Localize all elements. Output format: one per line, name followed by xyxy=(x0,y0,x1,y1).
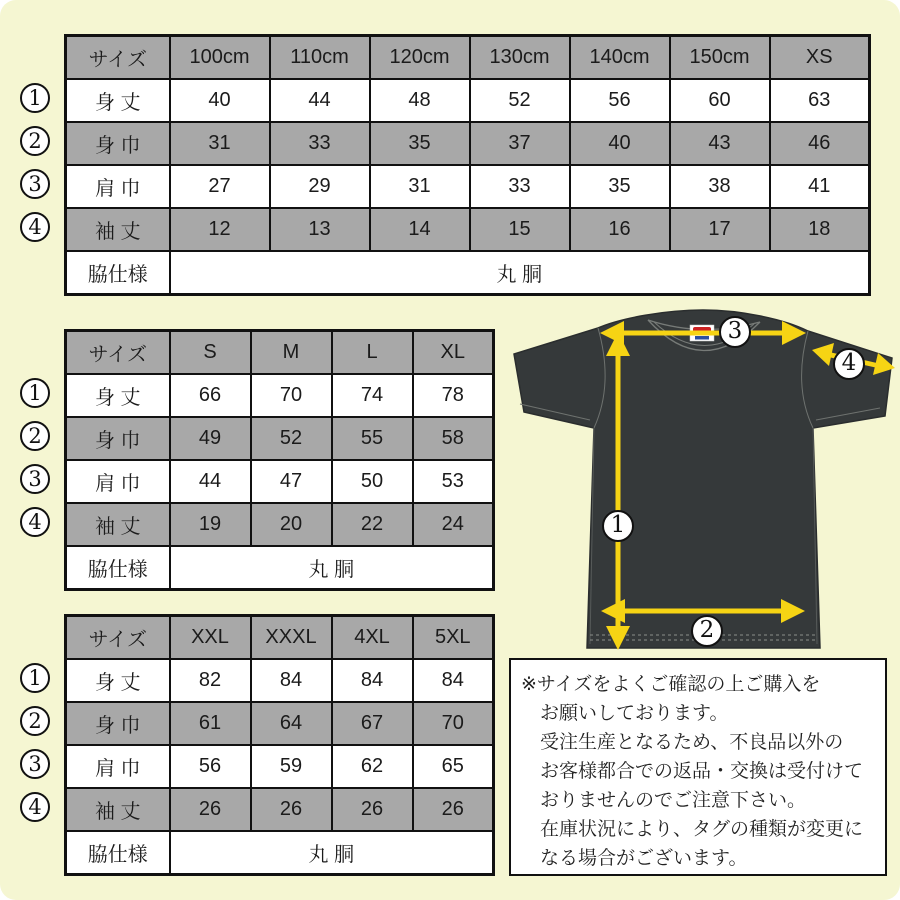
size-header-cell: XS xyxy=(770,36,870,80)
measurement-value-cell: 61 xyxy=(170,702,251,745)
row-number-circle-1: 1 xyxy=(20,663,50,693)
adult-size-table-block xyxy=(28,329,495,591)
size-header-cell: XL xyxy=(413,331,494,375)
size-header-cell: 130cm xyxy=(470,36,570,80)
size-header-cell: L xyxy=(332,331,413,375)
measurement-value-cell: 60 xyxy=(670,79,770,122)
measurement-value-cell: 29 xyxy=(270,165,370,208)
measurement-value-cell: 62 xyxy=(332,745,413,788)
size-header-cell: S xyxy=(170,331,251,375)
size-header-cell: 4XL xyxy=(332,616,413,660)
measurement-value-cell: 41 xyxy=(770,165,870,208)
measurement-value-cell: 26 xyxy=(251,788,332,831)
measurement-value-cell: 35 xyxy=(370,122,470,165)
measure-circle-3: 3 xyxy=(719,316,751,348)
measurement-value-cell: 33 xyxy=(470,165,570,208)
size-header-cell: M xyxy=(251,331,332,375)
measurement-value-cell: 64 xyxy=(251,702,332,745)
measurement-value-cell: 44 xyxy=(270,79,370,122)
measurement-value-cell: 26 xyxy=(413,788,494,831)
side-spec-label: 脇仕様 xyxy=(66,831,170,875)
measurement-value-cell: 70 xyxy=(413,702,494,745)
side-spec-value: 丸 胴 xyxy=(170,251,870,295)
size-header-cell: 120cm xyxy=(370,36,470,80)
note-line: お願いしております。 xyxy=(540,703,729,724)
measurement-row-label: 身 丈 xyxy=(66,79,170,122)
side-spec-value: 丸 胴 xyxy=(170,546,494,590)
measurement-value-cell: 14 xyxy=(370,208,470,251)
measurement-value-cell: 65 xyxy=(413,745,494,788)
measurement-row-label: 袖 丈 xyxy=(66,788,170,831)
size-header-cell: 5XL xyxy=(413,616,494,660)
tshirt-measure-diagram xyxy=(496,296,900,664)
measure-circle-1: 1 xyxy=(602,510,634,542)
row-number-circle-3: 3 xyxy=(20,464,50,494)
size-header-cell: 140cm xyxy=(570,36,670,80)
side-spec-label: 脇仕様 xyxy=(66,251,170,295)
size-column-title: サイズ xyxy=(66,616,170,660)
measurement-row-label: 身 巾 xyxy=(66,702,170,745)
measurement-value-cell: 53 xyxy=(413,460,494,503)
measurement-value-cell: 58 xyxy=(413,417,494,460)
measurement-value-cell: 33 xyxy=(270,122,370,165)
size-chart-adult xyxy=(64,329,495,591)
measurement-row-label: 肩 巾 xyxy=(66,460,170,503)
measurement-value-cell: 18 xyxy=(770,208,870,251)
measurement-value-cell: 78 xyxy=(413,374,494,417)
measurement-value-cell: 15 xyxy=(470,208,570,251)
note-line: ※サイズをよくご確認の上ご購入を xyxy=(521,674,821,695)
measurement-value-cell: 67 xyxy=(332,702,413,745)
row-number-circle-4: 4 xyxy=(20,507,50,537)
measurement-value-cell: 66 xyxy=(170,374,251,417)
purchase-note-box xyxy=(509,658,887,876)
measurement-value-cell: 26 xyxy=(170,788,251,831)
measurement-row-label: 身 丈 xyxy=(66,374,170,417)
row-number-circle-2: 2 xyxy=(20,706,50,736)
measurement-value-cell: 56 xyxy=(570,79,670,122)
measurement-value-cell: 37 xyxy=(470,122,570,165)
measurement-value-cell: 12 xyxy=(170,208,270,251)
kids-size-table-block xyxy=(28,34,871,296)
big-size-table-block xyxy=(28,614,495,876)
measurement-value-cell: 40 xyxy=(570,122,670,165)
measurement-value-cell: 19 xyxy=(170,503,251,546)
row-number-circle-3: 3 xyxy=(20,169,50,199)
size-header-cell: 150cm xyxy=(670,36,770,80)
measure-circle-4: 4 xyxy=(833,348,865,380)
measurement-value-cell: 22 xyxy=(332,503,413,546)
measurement-row-label: 肩 巾 xyxy=(66,165,170,208)
note-line: おりませんのでご注意下さい。 xyxy=(540,790,807,811)
measurement-value-cell: 70 xyxy=(251,374,332,417)
side-spec-value: 丸 胴 xyxy=(170,831,494,875)
size-chart-kids xyxy=(64,34,871,296)
measurement-value-cell: 17 xyxy=(670,208,770,251)
row-number-circle-4: 4 xyxy=(20,212,50,242)
measurement-value-cell: 56 xyxy=(170,745,251,788)
measurement-value-cell: 35 xyxy=(570,165,670,208)
measurement-row-label: 身 巾 xyxy=(66,417,170,460)
measurement-value-cell: 31 xyxy=(170,122,270,165)
measurement-value-cell: 84 xyxy=(413,659,494,702)
measurement-value-cell: 16 xyxy=(570,208,670,251)
row-number-circle-4: 4 xyxy=(20,792,50,822)
side-spec-label: 脇仕様 xyxy=(66,546,170,590)
measurement-value-cell: 84 xyxy=(251,659,332,702)
measurement-value-cell: 74 xyxy=(332,374,413,417)
measurement-value-cell: 20 xyxy=(251,503,332,546)
size-header-cell: XXXL xyxy=(251,616,332,660)
row-number-circle-1: 1 xyxy=(20,378,50,408)
measure-circle-2: 2 xyxy=(691,615,723,647)
measurement-value-cell: 24 xyxy=(413,503,494,546)
size-column-title: サイズ xyxy=(66,331,170,375)
measurement-value-cell: 52 xyxy=(470,79,570,122)
measurement-value-cell: 52 xyxy=(251,417,332,460)
measurement-row-label: 身 巾 xyxy=(66,122,170,165)
measurement-value-cell: 38 xyxy=(670,165,770,208)
measurement-value-cell: 13 xyxy=(270,208,370,251)
measurement-value-cell: 63 xyxy=(770,79,870,122)
measurement-row-label: 袖 丈 xyxy=(66,503,170,546)
measurement-row-label: 肩 巾 xyxy=(66,745,170,788)
measurement-value-cell: 59 xyxy=(251,745,332,788)
note-line: 受注生産となるため、不良品以外の xyxy=(540,732,844,753)
size-chart-big xyxy=(64,614,495,876)
measurement-value-cell: 31 xyxy=(370,165,470,208)
row-number-circle-1: 1 xyxy=(20,83,50,113)
measurement-value-cell: 40 xyxy=(170,79,270,122)
measurement-value-cell: 27 xyxy=(170,165,270,208)
measurement-value-cell: 82 xyxy=(170,659,251,702)
size-column-title: サイズ xyxy=(66,36,170,80)
row-number-circle-3: 3 xyxy=(20,749,50,779)
measurement-value-cell: 26 xyxy=(332,788,413,831)
measurement-value-cell: 46 xyxy=(770,122,870,165)
size-header-cell: XXL xyxy=(170,616,251,660)
note-line: なる場合がございます。 xyxy=(540,848,748,869)
row-number-circle-2: 2 xyxy=(20,421,50,451)
measurement-value-cell: 43 xyxy=(670,122,770,165)
measurement-value-cell: 84 xyxy=(332,659,413,702)
size-header-cell: 100cm xyxy=(170,36,270,80)
measurement-row-label: 身 丈 xyxy=(66,659,170,702)
note-line: 在庫状況により、タグの種類が変更に xyxy=(540,819,864,840)
measurement-value-cell: 55 xyxy=(332,417,413,460)
measurement-value-cell: 48 xyxy=(370,79,470,122)
measurement-value-cell: 44 xyxy=(170,460,251,503)
measurement-value-cell: 49 xyxy=(170,417,251,460)
measurement-row-label: 袖 丈 xyxy=(66,208,170,251)
row-number-circle-2: 2 xyxy=(20,126,50,156)
size-header-cell: 110cm xyxy=(270,36,370,80)
note-line: お客様都合での返品・交換は受付けて xyxy=(540,761,864,782)
measurement-value-cell: 50 xyxy=(332,460,413,503)
measurement-value-cell: 47 xyxy=(251,460,332,503)
